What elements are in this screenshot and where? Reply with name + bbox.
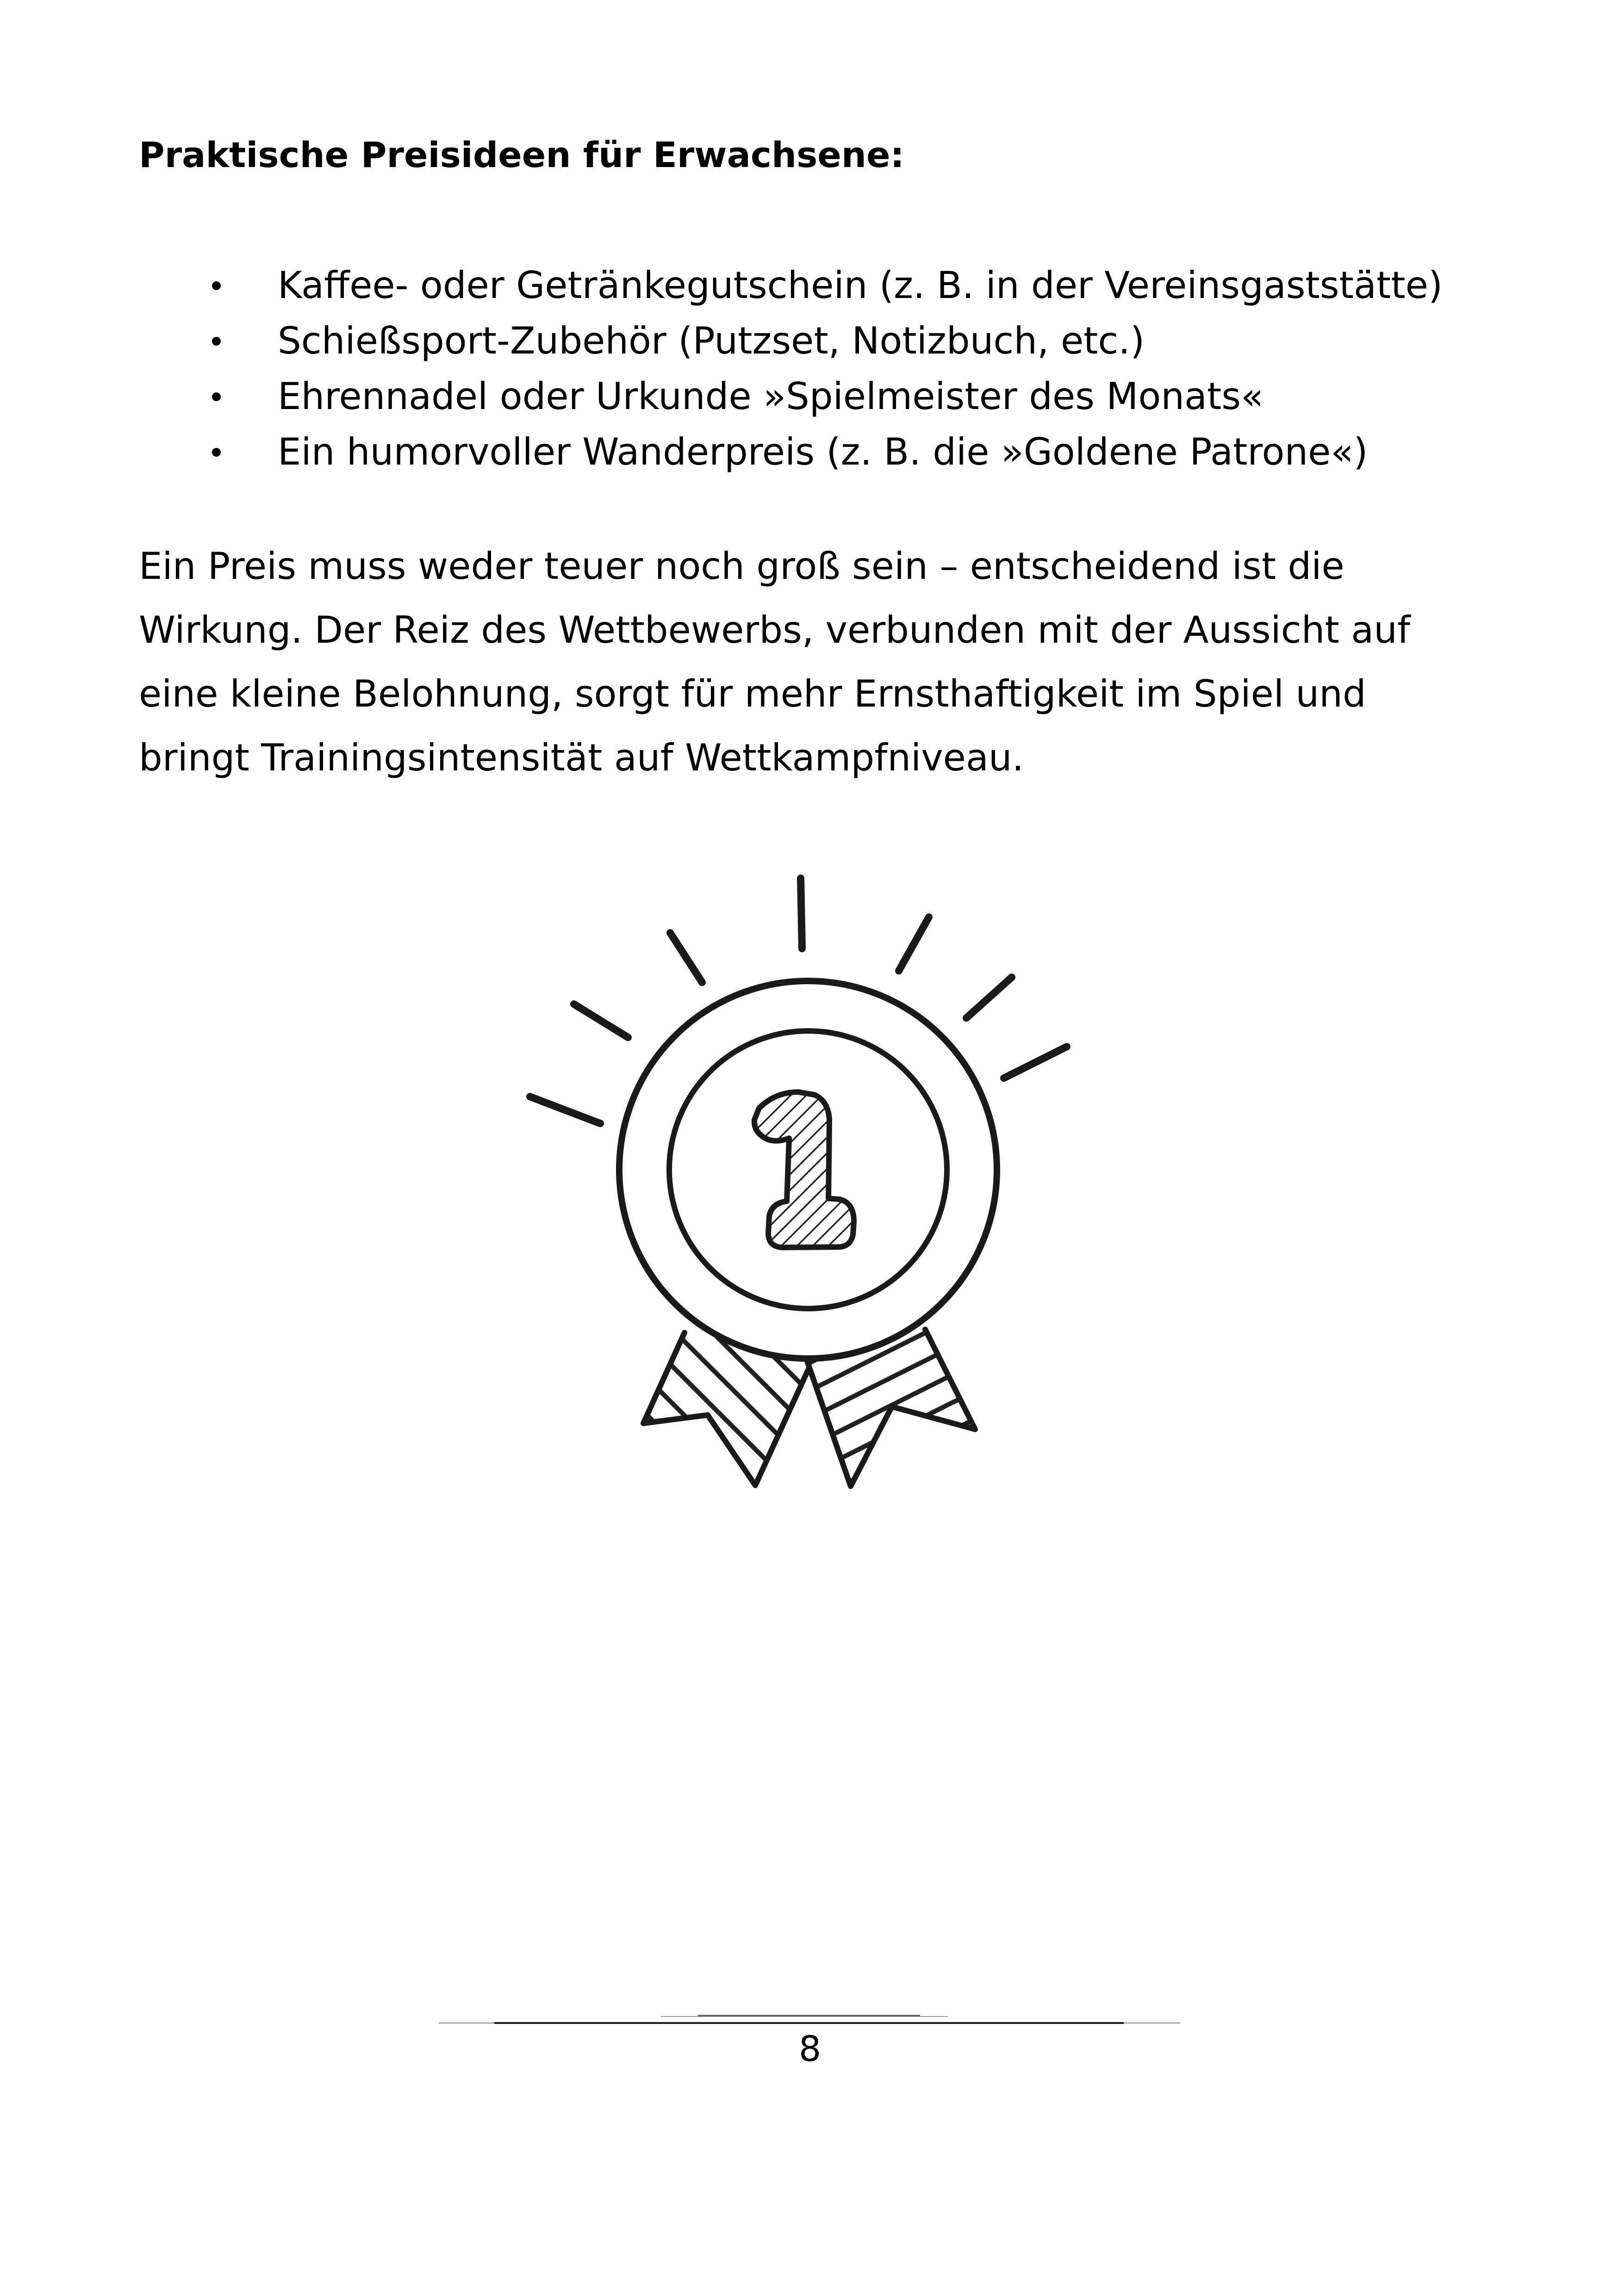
bullet-icon	[212, 281, 221, 290]
burst-ray	[670, 933, 702, 982]
list-item	[139, 424, 1443, 480]
bullet-icon	[212, 337, 221, 346]
list-item	[139, 258, 1443, 313]
page-heading: Praktische Preisideen für Erwachsene:	[139, 134, 904, 175]
burst-ray	[1004, 1047, 1067, 1078]
list-item-text: Ein humorvoller Wanderpreis (z. B. die »Goldene Patrone«)	[278, 430, 1368, 473]
burst-ray	[574, 1004, 628, 1037]
bullet-icon	[212, 392, 221, 401]
first-place-medal-icon	[509, 856, 1088, 1518]
burst-ray	[801, 878, 802, 949]
paragraph-line: eine kleine Belohnung, sorgt für mehr Ernsthaftigkeit im Spiel und	[139, 672, 1366, 715]
burst-ray	[899, 917, 929, 971]
list-item-text: Ehrennadel oder Urkunde »Spielmeister des Monats«	[278, 375, 1264, 418]
list-item	[139, 369, 1443, 424]
burst-ray	[966, 977, 1012, 1018]
list-item-text: Kaffee- oder Getränkegutschein (z. B. in der Vereinsgaststätte)	[278, 264, 1443, 307]
paragraph-line: Ein Preis muss weder teuer noch groß sein – entscheidend ist die	[139, 545, 1344, 588]
paragraph-line: bringt Trainingsintensität auf Wettkampfniveau.	[139, 736, 1024, 779]
prize-ideas-list	[139, 258, 1443, 480]
list-item	[139, 313, 1443, 369]
body-paragraph	[139, 534, 1410, 790]
list-item-text: Schießsport-Zubehör (Putzset, Notizbuch, etc.)	[278, 319, 1145, 362]
page-number: 8	[798, 2028, 821, 2069]
paragraph-line: Wirkung. Der Reiz des Wettbewerbs, verbunden mit der Aussicht auf	[139, 608, 1411, 652]
footer-rule	[439, 2014, 1180, 2028]
burst-ray	[530, 1097, 600, 1123]
bullet-icon	[212, 448, 221, 457]
